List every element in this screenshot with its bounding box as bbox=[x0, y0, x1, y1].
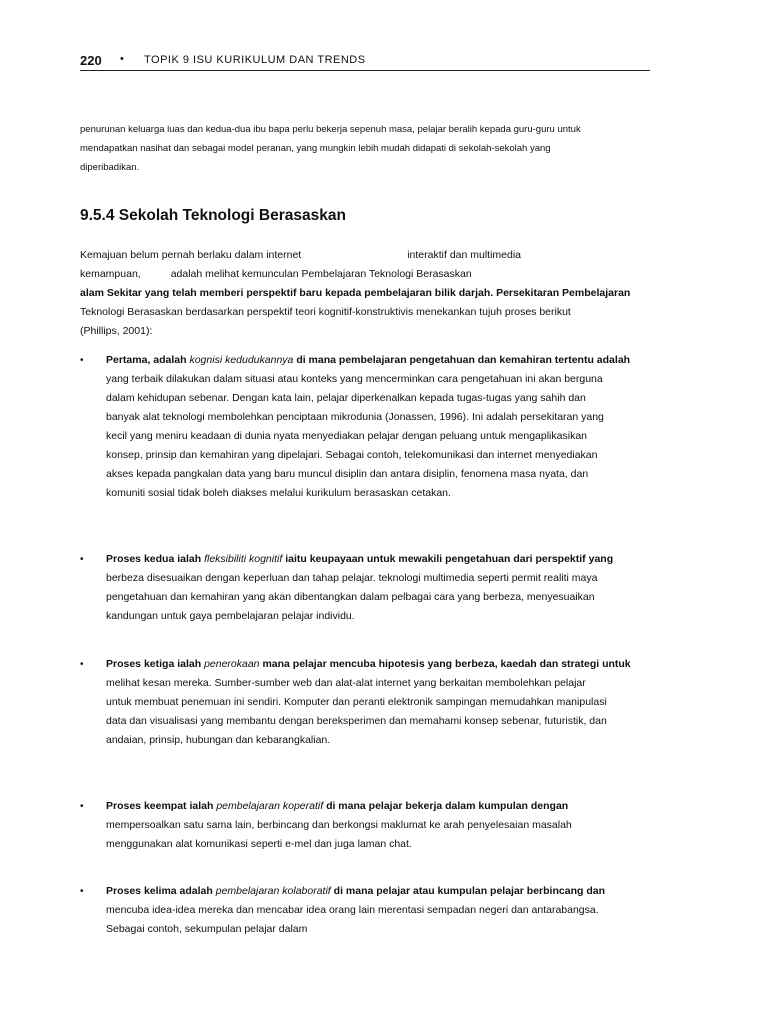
bullet-lead: di mana pembelajaran pengetahuan dan kemahiran tertentu adalah bbox=[296, 354, 631, 366]
bullet-term: pembelajaran kolaboratif bbox=[215, 885, 331, 897]
bullet-lead: di mana pelajar atau kumpulan pelajar berbincang dan bbox=[333, 885, 605, 897]
header-rule bbox=[80, 70, 650, 71]
bullet-lead-line bbox=[106, 550, 652, 569]
bullet-lead-line bbox=[106, 797, 652, 816]
bullet-marker: • bbox=[80, 355, 84, 366]
bullet-line: melihat kesan mereka. Sumber-sumber web dan alat-alat internet yang berkaitan membolehkan pelajar bbox=[106, 677, 586, 689]
bullet-line: banyak alat teknologi membolehkan penciptaan mikrodunia (Jonassen, 1996). Ini adalah persekitaran yang bbox=[106, 411, 604, 423]
bullet-line: mempersoalkan satu sama lain, berbincang dan berkongsi maklumat ke arah penyelesaian masalah bbox=[106, 819, 572, 831]
bullet-line: pengetahuan dan kemahiran yang akan dibentangkan dalam pelbagai cara yang berbeza, menyesuaikan bbox=[106, 591, 595, 603]
bullet-lead-line bbox=[106, 655, 652, 674]
bullet-line: Sebagai contoh, sekumpulan pelajar dalam bbox=[106, 923, 308, 935]
paragraph-text: interaktif dan multimedia bbox=[407, 249, 522, 261]
page-number: 220 bbox=[80, 53, 102, 68]
bullet-line: akses kepada pangkalan data yang baru muncul disiplin dan antara disiplin, fenomena masa nyata, dan bbox=[106, 468, 589, 480]
intro-line: diperibadikan. bbox=[80, 162, 140, 173]
bullet-marker: • bbox=[80, 801, 84, 812]
bullet-term: fleksibiliti kognitif bbox=[204, 553, 283, 565]
bullet-body bbox=[106, 797, 652, 854]
bullet-line: kandungan untuk gaya pembelajaran pelajar individu. bbox=[106, 610, 355, 622]
paragraph-line: (Phillips, 2001): bbox=[80, 325, 153, 337]
paragraph-text: adalah melihat kemunculan Pembelajaran Teknologi Berasaskan bbox=[170, 268, 472, 280]
bullet-term: kognisi kedudukannya bbox=[189, 354, 294, 366]
header-title: TOPIK 9 ISU KURIKULUM DAN TRENDS bbox=[144, 54, 366, 66]
paragraph-line: Teknologi Berasaskan berdasarkan perspektif teori kognitif-konstruktivis menekankan tujuh proses berikut bbox=[80, 306, 571, 318]
intro-line: mendapatkan nasihat dan sebagai model peranan, yang mungkin lebih mudah didapati di sekolah-sekolah yang bbox=[80, 143, 551, 154]
bullet-line: andaian, prinsip, hubungan dan kebarangkalian. bbox=[106, 734, 331, 746]
bullet-lead: di mana pelajar bekerja dalam kumpulan dengan bbox=[326, 800, 569, 812]
bullet-lead: Proses kelima adalah bbox=[106, 885, 213, 897]
bullet-marker: • bbox=[80, 886, 84, 897]
bullet-lead-line bbox=[106, 351, 652, 370]
paragraph-line: alam Sekitar yang telah memberi perspektif baru kepada pembelajaran bilik darjah. Persekitaran Pembelajaran bbox=[80, 287, 631, 299]
bullet-line: kecil yang meniru keadaan di dunia nyata menyediakan pelajar dengan peluang untuk mengaplikasikan bbox=[106, 430, 587, 442]
bullet-line: berbeza disesuaikan dengan keperluan dan tahap pelajar. teknologi multimedia seperti permit realiti maya bbox=[106, 572, 598, 584]
header-separator: • bbox=[120, 53, 124, 65]
bullet-line: konsep, prinsip dan kemahiran yang dipelajari. Sebagai contoh, telekomunikasi dan internet menyediakan bbox=[106, 449, 598, 461]
bullet-marker: • bbox=[80, 659, 84, 670]
bullet-lead: Proses kedua ialah bbox=[106, 553, 202, 565]
bullet-body bbox=[106, 351, 652, 503]
bullet-lead: mana pelajar mencuba hipotesis yang berbeza, kaedah dan strategi untuk bbox=[262, 658, 631, 670]
bullet-lead: iaitu keupayaan untuk mewakili pengetahuan dari perspektif yang bbox=[285, 553, 614, 565]
bullet-term: penerokaan bbox=[204, 658, 260, 670]
bullet-body bbox=[106, 550, 652, 626]
paragraph-line bbox=[80, 246, 660, 265]
intro-line: penurunan keluarga luas dan kedua-dua ibu bapa perlu bekerja sepenuh masa, pelajar beralih kepada guru-guru untuk bbox=[80, 124, 581, 135]
paragraph-line bbox=[80, 265, 660, 284]
bullet-lead: Proses ketiga ialah bbox=[106, 658, 202, 670]
bullet-line: dalam kehidupan sebenar. Dengan kata lain, pelajar diperkenalkan kepada tugas-tugas yang sahih dan bbox=[106, 392, 586, 404]
bullet-body bbox=[106, 655, 652, 750]
bullet-line: menggunakan alat komunikasi seperti e-mel dan juga laman chat. bbox=[106, 838, 412, 850]
bullet-body bbox=[106, 882, 652, 939]
bullet-lead: Pertama, adalah bbox=[106, 354, 187, 366]
running-header bbox=[80, 53, 648, 70]
paragraph-text: kemampuan, bbox=[80, 268, 141, 280]
bullet-lead-line bbox=[106, 882, 652, 901]
bullet-line: yang terbaik dilakukan dalam situasi atau konteks yang mencerminkan cara pengetahuan ini akan berguna bbox=[106, 373, 603, 385]
bullet-term: pembelajaran koperatif bbox=[216, 800, 324, 812]
bullet-lead: Proses keempat ialah bbox=[106, 800, 214, 812]
paragraph-text: Kemajuan belum pernah berlaku dalam internet bbox=[80, 249, 302, 261]
bullet-line: komuniti sosial tidak boleh diakses melalui kurikulum berasaskan cetakan. bbox=[106, 487, 451, 499]
bullet-line: untuk membuat penemuan ini sendiri. Komputer dan peranti elektronik sampingan memudahkan manipulasi bbox=[106, 696, 607, 708]
section-heading: 9.5.4 Sekolah Teknologi Berasaskan bbox=[80, 207, 346, 224]
body-paragraph bbox=[80, 246, 660, 341]
intro-paragraph bbox=[80, 120, 660, 177]
bullet-marker: • bbox=[80, 554, 84, 565]
bullet-line: data dan visualisasi yang membantu dengan bereksperimen dan memahami konsep sebenar, futuristik, dan bbox=[106, 715, 607, 727]
bullet-line: mencuba idea-idea mereka dan mencabar idea orang lain merentasi sempadan negeri dan antarabangsa. bbox=[106, 904, 599, 916]
